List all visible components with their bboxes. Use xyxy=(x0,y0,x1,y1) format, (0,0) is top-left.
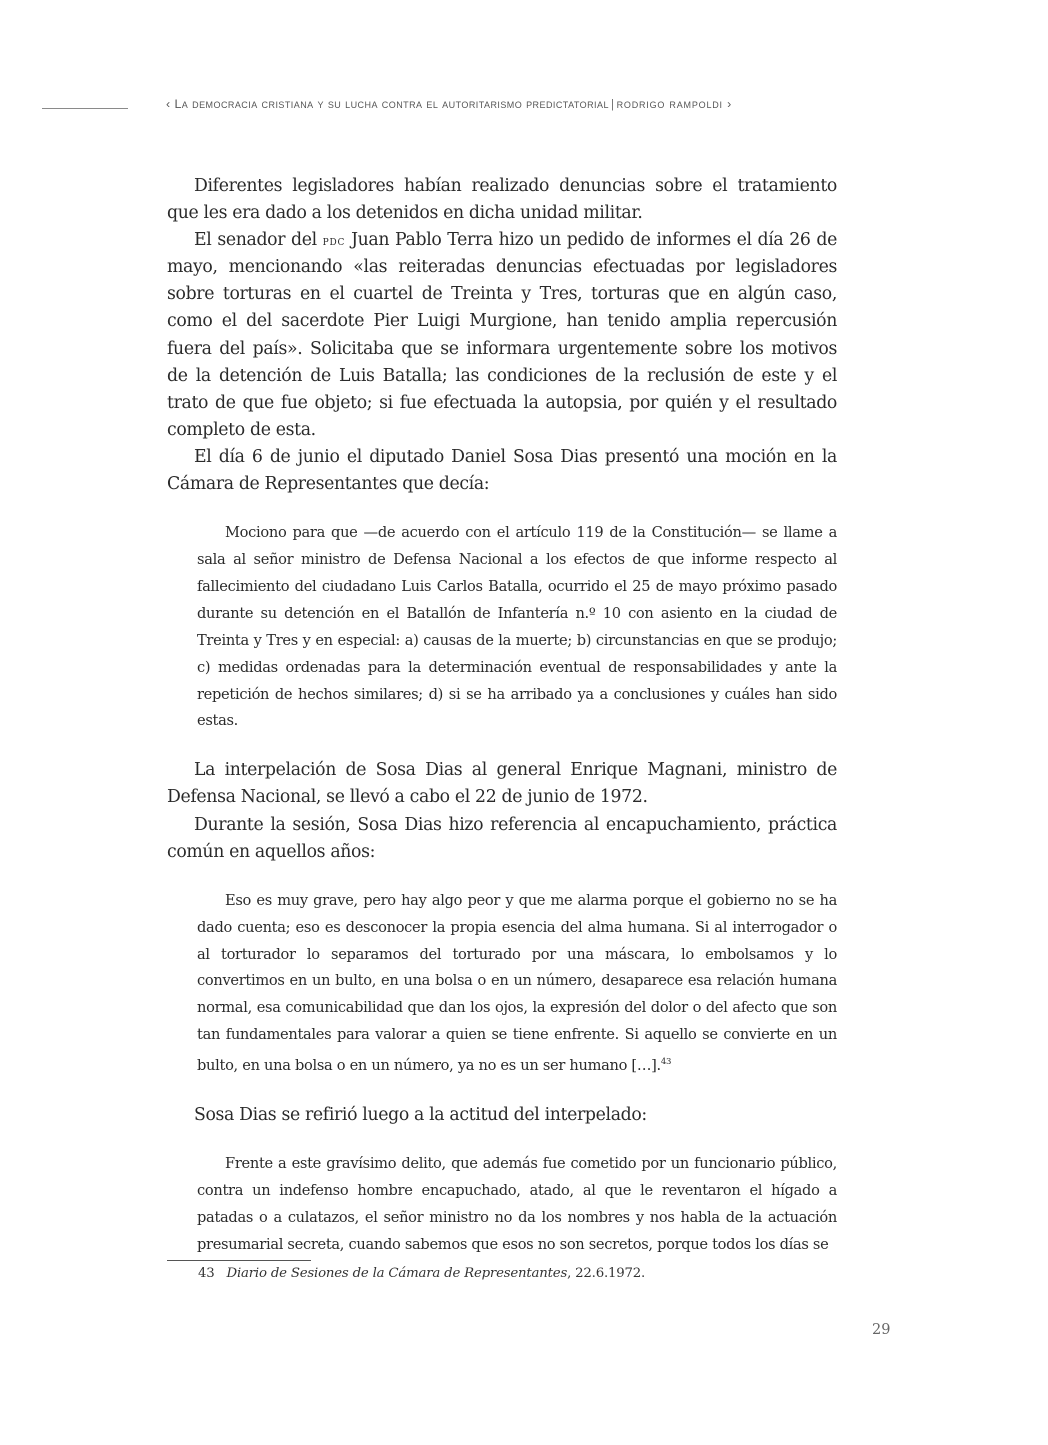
paragraph-3: El día 6 de junio el diputado Daniel Sosa Dias presentó una moción en la Cámara de Representantes que decía: xyxy=(167,446,837,495)
paragraph-2 xyxy=(167,227,837,444)
footnote-rule xyxy=(167,1260,311,1261)
footnote-source: Diario de Sesiones de la Cámara de Representantes xyxy=(226,1266,568,1281)
header-title: ‹ La democracia cristiana y su lucha contra el autoritarismo predictatorial xyxy=(166,97,609,111)
running-header xyxy=(166,97,846,111)
body-text xyxy=(167,173,837,1281)
paragraph-1: Diferentes legisladores habían realizado denuncias sobre el tratamiento que les era dado a los detenidos en dicha unidad militar. xyxy=(167,176,837,224)
footnote-date: , 22.6.1972. xyxy=(567,1266,646,1281)
footnote xyxy=(198,1266,838,1281)
header-author: rodrigo rampoldi › xyxy=(616,97,733,111)
footnote-number: 43 xyxy=(198,1266,215,1281)
block-quote-crime: Frente a este gravísimo delito, que además fue cometido por un funcionario público, contra un indefenso hombre encapuchado, atado, al que le reventaron el hígado a patadas o a culatazos, el señor ministro no da los nombres y nos habla de la actuación presumarial secreta, cuando sabemos que esos no son secretos, porque todos los días se xyxy=(197,1155,837,1253)
paragraph-6: Sosa Dias se refirió luego a la actitud del interpelado: xyxy=(194,1104,647,1125)
page-number: 29 xyxy=(872,1322,891,1338)
paragraph-4: La interpelación de Sosa Dias al general Enrique Magnani, ministro de Defensa Nacional, se llevó a cabo el 22 de junio de 1972. xyxy=(167,760,837,808)
header-separator: | xyxy=(610,97,615,111)
paragraph-5: Durante la sesión, Sosa Dias hizo referencia al encapuchamiento, práctica común en aquellos años: xyxy=(167,814,837,862)
header-rule xyxy=(42,108,128,109)
footnote-reference[interactable]: 43 xyxy=(660,1057,672,1068)
block-quote-hooding xyxy=(197,888,837,1080)
paragraph-2-start: El senador del xyxy=(194,230,323,251)
block-quote-hooding-text: Eso es muy grave, pero hay algo peor y que me alarma porque el gobierno no se ha dado cuenta; eso es desconocer la propia esencia del alma humana. Si al interrogador o al torturador lo separamos del torturado por una máscara, lo embolsamos y lo convertimos en un bulto, en una bolsa o en un número, desaparece esa relación humana normal, esa comunicabilidad que dan los ojos, la expresión del dolor o del afecto que son tan fundamentales para valorar a quien se tiene enfrente. Si aquello se convierte en un bulto, en una bolsa o en un número, ya no es un ser humano […]. xyxy=(197,891,837,1075)
party-abbreviation: pdc xyxy=(322,233,346,249)
block-quote-motion: Mociono para que —de acuerdo con el artículo 119 de la Constitución— se llame a sala al señor ministro de Defensa Nacional a los efectos de que informe respecto al fallecimiento del ciudadano Luis Carlos Batalla, ocurrido el 25 de mayo próximo pasado durante su detención en el Batallón de Infantería n.º 10 con asiento en la ciudad de Treinta y Tres y en especial: a) causas de la muerte; b) circunstancias en que se produjo; c) medidas ordenadas para la determinación eventual de responsabilidades y ante la repetición de hechos similares; d) si se ha arribado ya a conclusiones y cuáles han sido estas. xyxy=(197,524,837,730)
paragraph-2-rest: Juan Pablo Terra hizo un pedido de informes el día 26 de mayo, mencionando «las reiteradas denuncias efectuadas por legisladores sobre torturas en el cuartel de Treinta y Tres, torturas que en algún caso, como el del sacerdote Pier Luigi Murgione, han tenido amplia repercusión fuera del país». Solicitaba que se informara urgentemente sobre los motivos de la detención de Luis Batalla; las condiciones de la reclusión de este y el trato de que fue objeto; si fue efectuada la autopsia, por quién y el resultado completo de esta. xyxy=(167,230,837,440)
